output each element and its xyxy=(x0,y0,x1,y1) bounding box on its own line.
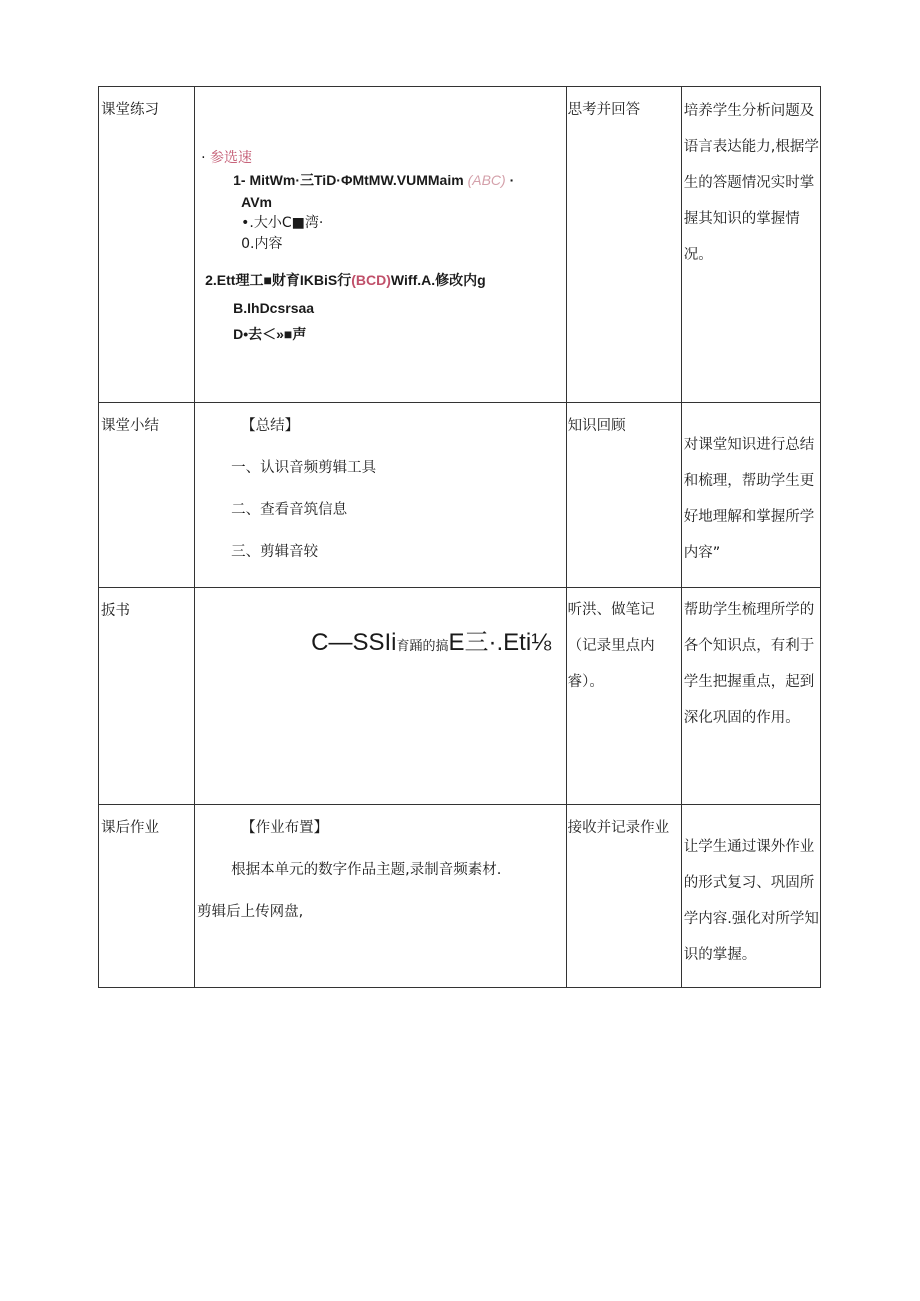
stage-cell xyxy=(99,87,195,403)
question-2: 2.Ett理工■财育IKBiS行(BCD)Wiff.A.修改内g xyxy=(205,272,486,288)
homework-title: 【作业布置】 xyxy=(241,820,329,836)
activity-text: 接收并记录作业 xyxy=(567,820,670,836)
stage-label: 课堂练习 xyxy=(101,102,159,118)
summary-item: 一、认识音频剪辑工具 xyxy=(231,460,377,476)
question-1: 1- MitWm·三TiD·ΦMtMW.VUMMaim (ABC) · xyxy=(233,172,515,188)
activity-cell xyxy=(566,87,681,403)
lesson-plan-table xyxy=(98,86,821,988)
purpose-text: 让学生通过课外作业的形式复习、巩固所学内容.强化对所学知识的掌握。 xyxy=(683,839,819,963)
stage-label: 扳书 xyxy=(101,603,130,619)
stage-cell xyxy=(99,403,195,588)
row-board xyxy=(99,588,821,805)
purpose-text: 帮助学生梳理所学的各个知识点，有利于学生把握重点，起到深化巩固的作用。 xyxy=(683,602,815,726)
activity-cell xyxy=(566,403,681,588)
practice-heading: · 参选速 xyxy=(201,150,253,166)
purpose-cell xyxy=(681,87,820,403)
summary-item: 三、剪辑音较 xyxy=(231,544,319,560)
purpose-cell xyxy=(681,403,820,588)
content-cell xyxy=(195,87,567,403)
activity-text: 听洪、做笔记（记录里点内睿）。 xyxy=(567,602,655,690)
blackboard-text: C—SSIi育踊的搞E三·.Eti⅛ xyxy=(311,629,552,656)
stage-label: 课后作业 xyxy=(101,820,159,836)
purpose-cell xyxy=(681,588,820,805)
stage-cell xyxy=(99,588,195,805)
activity-cell xyxy=(566,805,681,988)
activity-text: 思考并回答 xyxy=(567,102,641,118)
content-cell xyxy=(195,805,567,988)
row-homework xyxy=(99,805,821,988)
stage-label: 课堂小结 xyxy=(101,418,159,434)
purpose-text: 培养学生分析问题及语言表达能力,根据学生的答题情况实时掌握其知识的掌握情况。 xyxy=(683,103,819,263)
row-summary xyxy=(99,403,821,588)
content-cell xyxy=(195,588,567,805)
purpose-cell xyxy=(681,805,820,988)
stage-cell xyxy=(99,805,195,988)
question-1-option: •.大小C■湾· xyxy=(241,215,324,231)
summary-item: 二、查看音筑信息 xyxy=(231,502,348,518)
purpose-text: 对课堂知识进行总结和梳理，帮助学生更好地理解和掌握所学内容” xyxy=(683,437,815,561)
summary-title: 【总结】 xyxy=(241,418,300,434)
activity-cell xyxy=(566,588,681,805)
question-1-line2: AVm xyxy=(241,194,272,210)
row-practice xyxy=(99,87,821,403)
question-1-option: 0.内容 xyxy=(241,236,283,252)
content-cell xyxy=(195,403,567,588)
question-2-option: D•去＜»■声 xyxy=(233,326,307,342)
activity-text: 知识回顾 xyxy=(567,418,626,434)
homework-line: 根据本单元的数字作品主题,录制音频素材. xyxy=(231,862,502,878)
homework-line: 剪辑后上传网盘, xyxy=(197,904,304,920)
question-2-option: B.IhDcsrsaa xyxy=(233,300,315,316)
